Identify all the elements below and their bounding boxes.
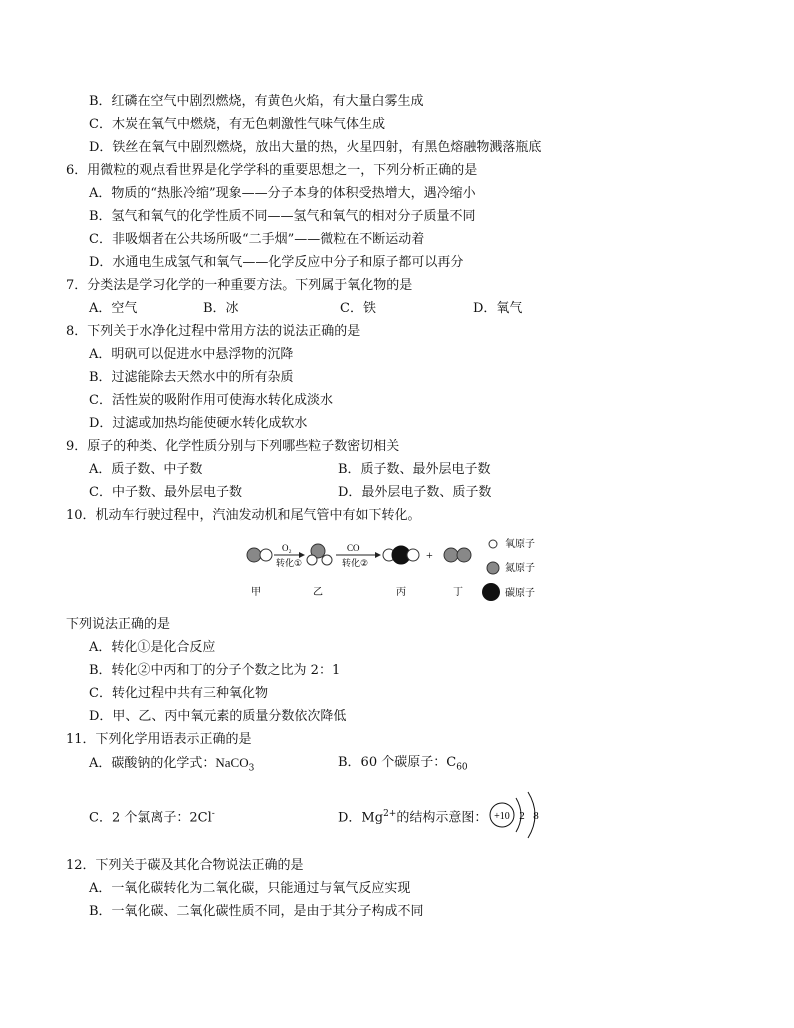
shell-1-count: 2 [519,810,525,822]
q10-option-a: A．转化①是化合反应 [89,640,216,655]
q8-option-d: D．过滤或加热均能使硬水转化成软水 [89,416,308,431]
q11-option-d-superscript: 2+ [383,809,397,819]
q11-option-d-tail: 的结构示意图： [396,810,488,826]
q6-option-d: D．水通电生成氢气和氧气——化学反应中分子和原子都可以再分 [89,255,464,270]
q11-option-b-text: B．60 个碳原子：C [338,755,457,770]
q9-option-c: C．中子数、最外层电子数 [89,485,242,500]
q11-option-a-text: A．碳酸钠的化学式： [89,756,216,771]
label-yi: 乙 [313,587,323,598]
q10-option-c: C．转化过程中共有三种氧化物 [89,686,268,701]
q5-option-b: B．红磷在空气中剧烈燃烧，有黄色火焰，有大量白雾生成 [89,94,424,109]
q7-option-d: D．氧气 [473,301,523,316]
q6-option-b: B．氢气和氧气的化学性质不同——氢气和氧气的相对分子质量不同 [89,209,476,224]
q6-stem: 6．用微粒的观点看世界是化学学科的重要思想之一，下列分析正确的是 [66,163,478,178]
q10-lead: 下列说法正确的是 [66,617,171,632]
q12-option-a: A．一氧化碳转化为二氧化碳，只能通过与氧气反应实现 [89,881,411,896]
q9-stem: 9．原子的种类、化学性质分别与下列哪些粒子数密切相关 [66,439,400,454]
q8-option-c: C．活性炭的吸附作用可使海水转化成淡水 [89,393,333,408]
legend [482,537,535,601]
q11-option-c-superscript: - [211,809,215,819]
q5-option-d: D．铁丝在氧气中剧烈燃烧，放出大量的热，火星四射，有黑色熔融物溅落瓶底 [89,140,542,155]
reaction-diagram [240,533,550,613]
molecule-bing [383,546,419,564]
q12-stem: 12．下列关于碳及其化合物说法正确的是 [66,858,304,873]
legend-oxygen-label: 氧原子 [505,539,535,550]
label-jia: 甲 [251,587,261,598]
q8-option-a: A．明矾可以促进水中悬浮物的沉降 [89,347,294,362]
q8-option-b: B．过滤能除去天然水中的所有杂质 [89,370,294,385]
legend-nitrogen-marker [487,562,499,574]
shell-2-count: 8 [533,810,539,822]
q11-option-d-text: D．Mg [338,810,384,826]
q11-option-c [89,805,215,827]
q11-stem: 11．下列化学用语表示正确的是 [66,732,252,747]
arrow-1-top-label: O₂ [282,543,292,553]
q7-option-a: A．空气 [89,301,138,316]
label-ding: 丁 [453,587,463,598]
arrow-2-bottom-label: 转化② [342,559,369,569]
q6-option-c: C．非吸烟者在公共场所吸“二手烟”——微粒在不断运动着 [89,232,425,247]
q11-option-a-formula: NaCO [215,755,249,770]
legend-oxygen-marker [489,540,497,548]
q9-option-b: B．质子数、最外层电子数 [338,462,491,477]
q7-option-c: C．铁 [340,301,376,316]
q9-option-d: D．最外层电子数、质子数 [338,485,492,500]
q11-option-b-subscript: 60 [456,762,468,773]
q9-option-a: A．质子数、中子数 [89,462,203,477]
q11-option-b [338,754,468,777]
legend-carbon-label: 碳原子 [505,588,535,599]
q11-option-c-text: C．2 个氯离子：2Cl [89,810,212,826]
molecule-jia [247,548,272,562]
q8-stem: 8．下列关于水净化过程中常用方法的说法正确的是 [66,324,361,339]
q10-option-d: D．甲、乙、丙中氧元素的质量分数依次降低 [89,709,347,724]
q10-stem: 10．机动车行驶过程中，汽油发动机和尾气管中有如下转化。 [66,508,421,523]
q7-option-b: B．冰 [203,301,239,316]
q7-stem: 7．分类法是学习化学的一种重要方法。下列属于氧化物的是 [66,278,413,293]
arrow-2-top-label: CO [347,543,360,553]
q11-option-a [89,754,254,778]
mg-ion-structure-diagram [486,790,556,840]
q5-option-c: C．木炭在氧气中燃烧，有无色刺激性气味气体生成 [89,117,385,132]
q11-option-d [338,805,487,827]
q10-option-b: B．转化②中丙和丁的分子个数之比为 2：1 [89,663,341,678]
legend-nitrogen-label: 氮原子 [505,563,535,574]
molecule-yi [307,544,332,565]
label-bing: 丙 [396,587,406,598]
arrow-1-bottom-label: 转化① [276,559,303,569]
plus-sign: + [426,548,433,562]
legend-carbon-marker [482,583,500,601]
molecule-ding [444,548,471,562]
q12-option-b: B．一氧化碳、二氧化碳性质不同，是由于其分子构成不同 [89,904,424,919]
q11-option-a-subscript: 3 [248,763,255,774]
q6-option-a: A．物质的“热胀冷缩”现象——分子本身的体积受热增大，遇冷缩小 [89,186,476,201]
nucleus-charge: +10 [494,811,510,822]
